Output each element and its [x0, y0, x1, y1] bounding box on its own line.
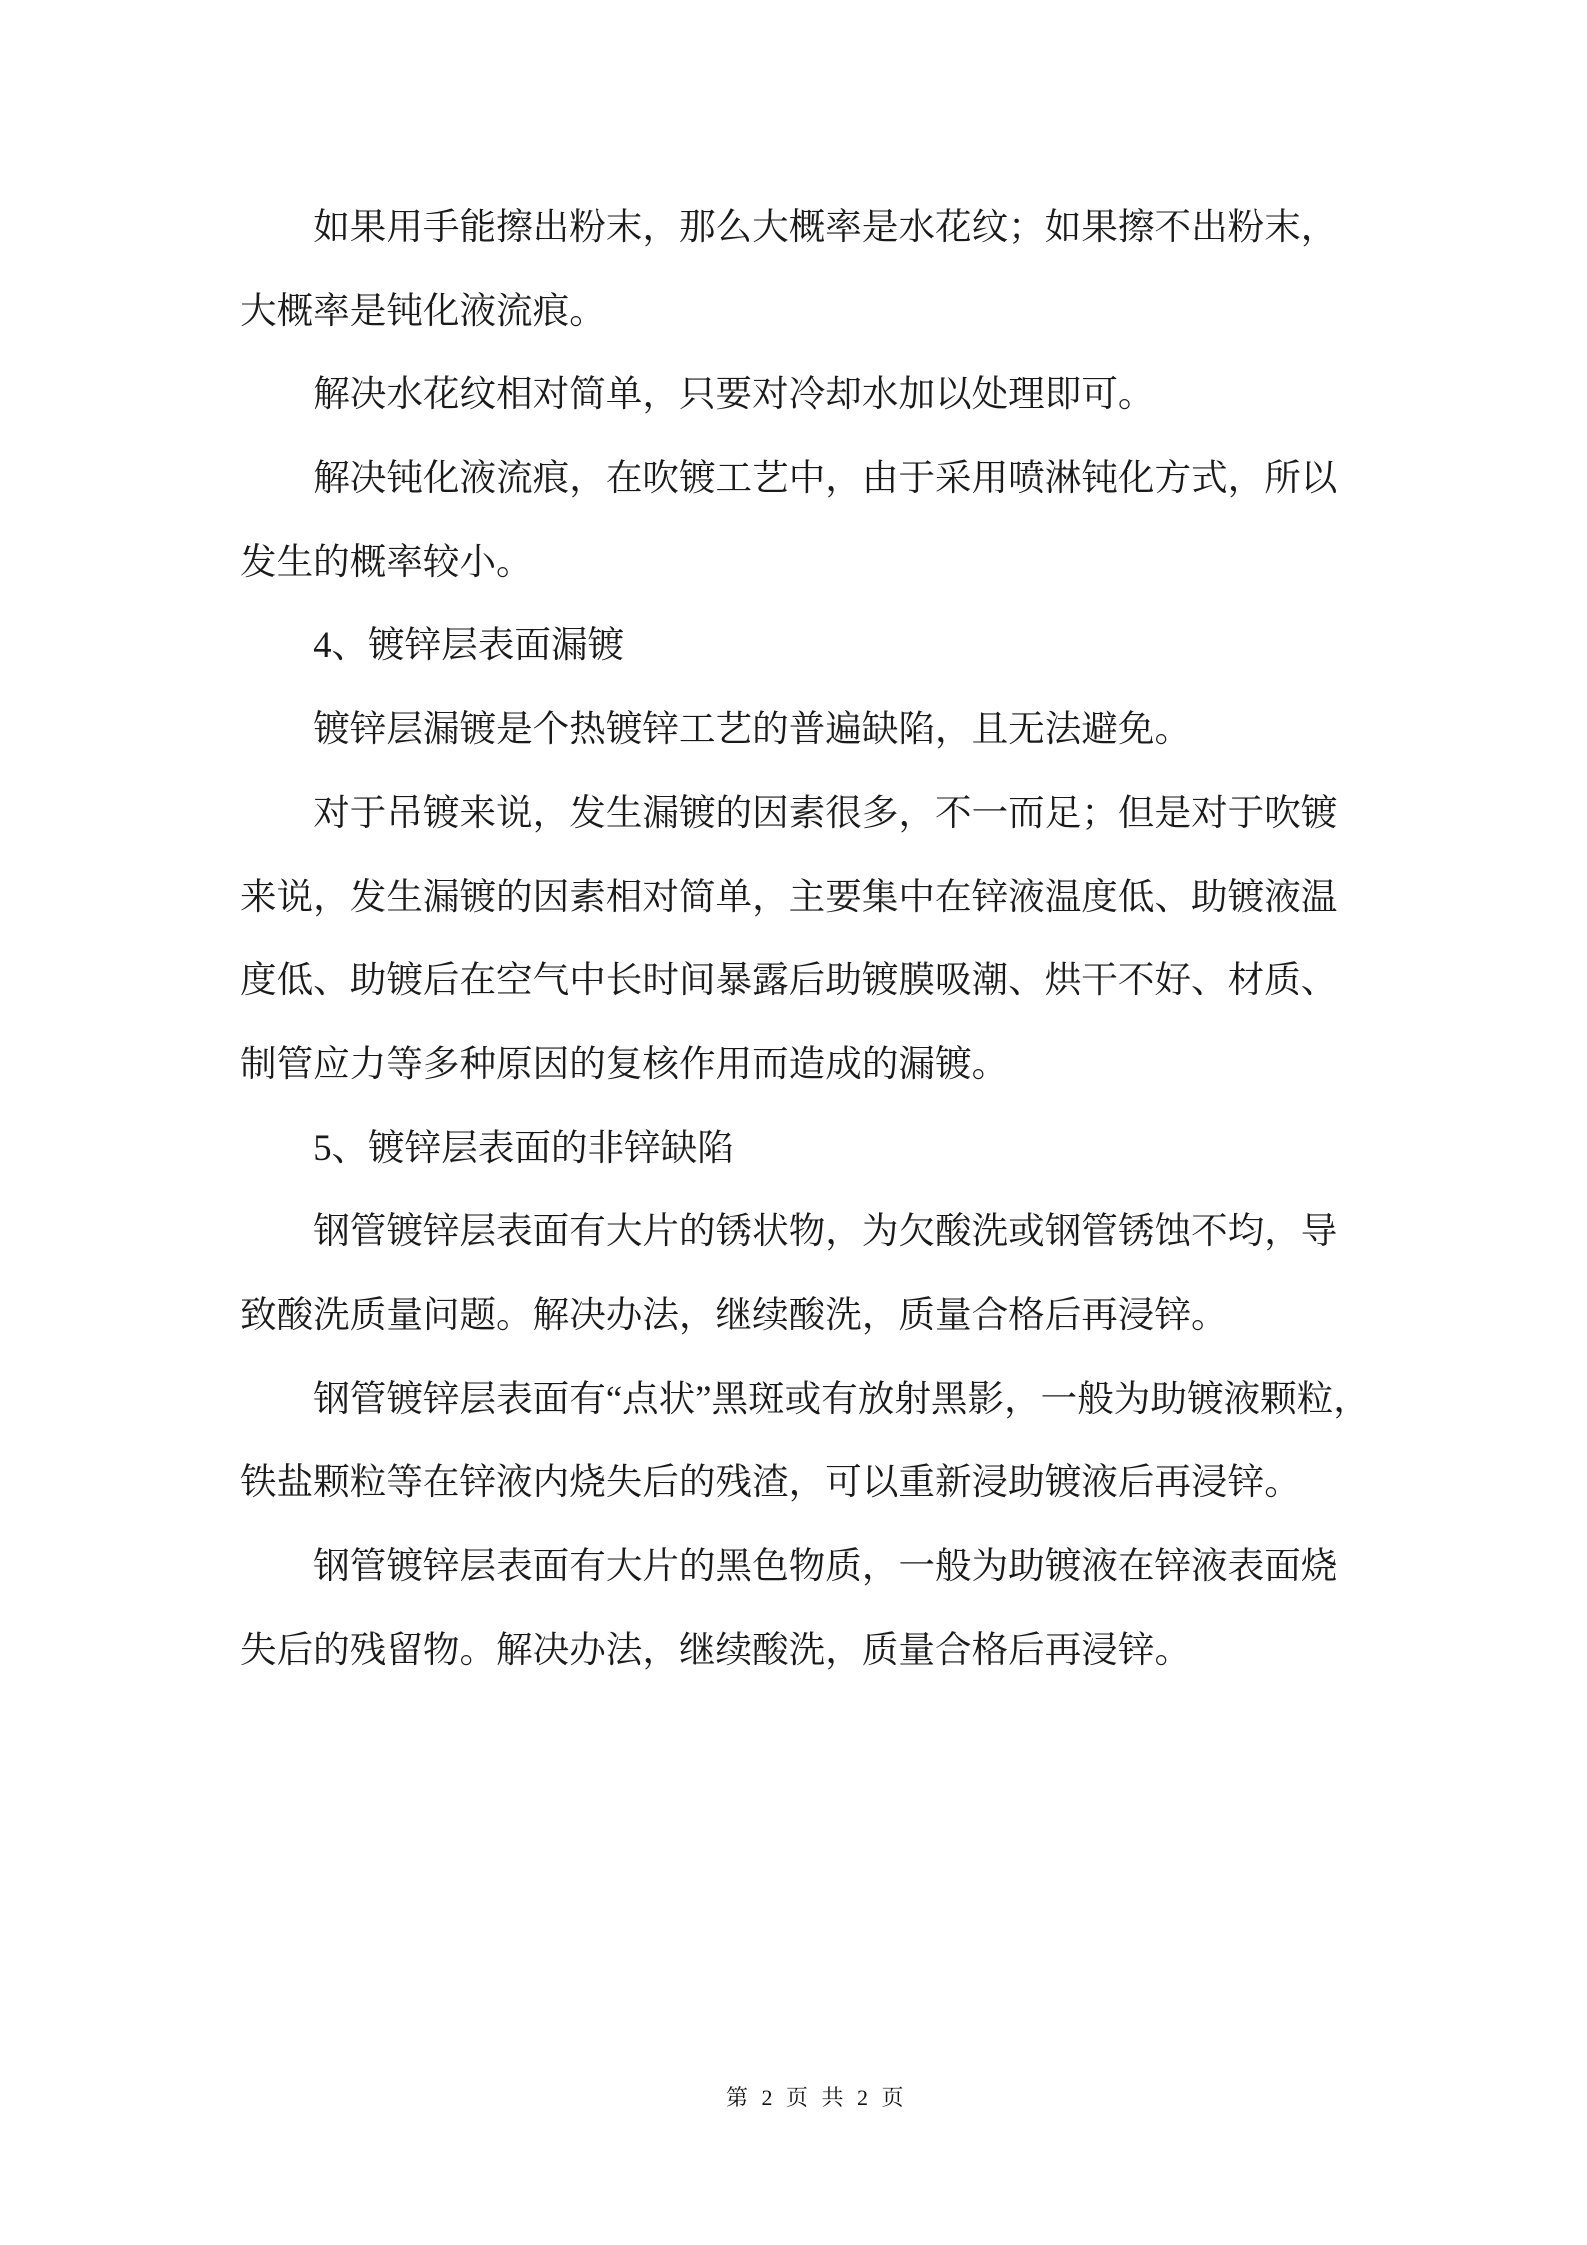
- page-number-footer: 第 2 页 共 2 页: [726, 2085, 908, 2110]
- text-line: 铁盐颗粒等在锌液内烧失后的残渣，可以重新浸助镀液后再浸锌。: [240, 1461, 1301, 1503]
- section-heading: 5、镀锌层表面的非锌缺陷: [313, 1126, 734, 1168]
- text-line: 对于吊镀来说，发生漏镀的因素很多，不一而足；但是对于吹镀: [313, 791, 1338, 833]
- text-line: 度低、助镀后在空气中长时间暴露后助镀膜吸潮、烘干不好、材质、: [240, 959, 1338, 1001]
- text-line: 大概率是钝化液流痕。: [240, 289, 606, 331]
- text-line: 致酸洗质量问题。解决办法，继续酸洗，质量合格后再浸锌。: [240, 1293, 1228, 1335]
- text-line: 钢管镀锌层表面有大片的锈状物，为欠酸洗或钢管锈蚀不均，导: [313, 1210, 1338, 1252]
- text-line: 制管应力等多种原因的复核作用而造成的漏镀。: [240, 1042, 1009, 1084]
- text-line: 钢管镀锌层表面有“点状”黑斑或有放射黑影，一般为助镀液颗粒，: [313, 1377, 1370, 1419]
- section-heading: 4、镀锌层表面漏镀: [313, 624, 625, 666]
- text-line: 钢管镀锌层表面有大片的黑色物质，一般为助镀液在锌液表面烧: [313, 1545, 1338, 1586]
- text-line: 如果用手能擦出粉末，那么大概率是水花纹；如果擦不出粉末，: [313, 206, 1338, 247]
- text-line: 发生的概率较小。: [240, 540, 533, 582]
- document-body: [240, 185, 1370, 1691]
- text-line: 解决水花纹相对简单，只要对冷却水加以处理即可。: [313, 373, 1155, 415]
- text-line: 失后的残留物。解决办法，继续酸洗，质量合格后再浸锌。: [240, 1628, 1192, 1670]
- text-line: 解决钝化液流痕，在吹镀工艺中，由于采用喷淋钝化方式，所以: [313, 457, 1338, 499]
- text-line: 镀锌层漏镀是个热镀锌工艺的普遍缺陷，且无法避免。: [313, 708, 1192, 750]
- text-line: 来说，发生漏镀的因素相对简单，主要集中在锌液温度低、助镀液温: [240, 875, 1338, 917]
